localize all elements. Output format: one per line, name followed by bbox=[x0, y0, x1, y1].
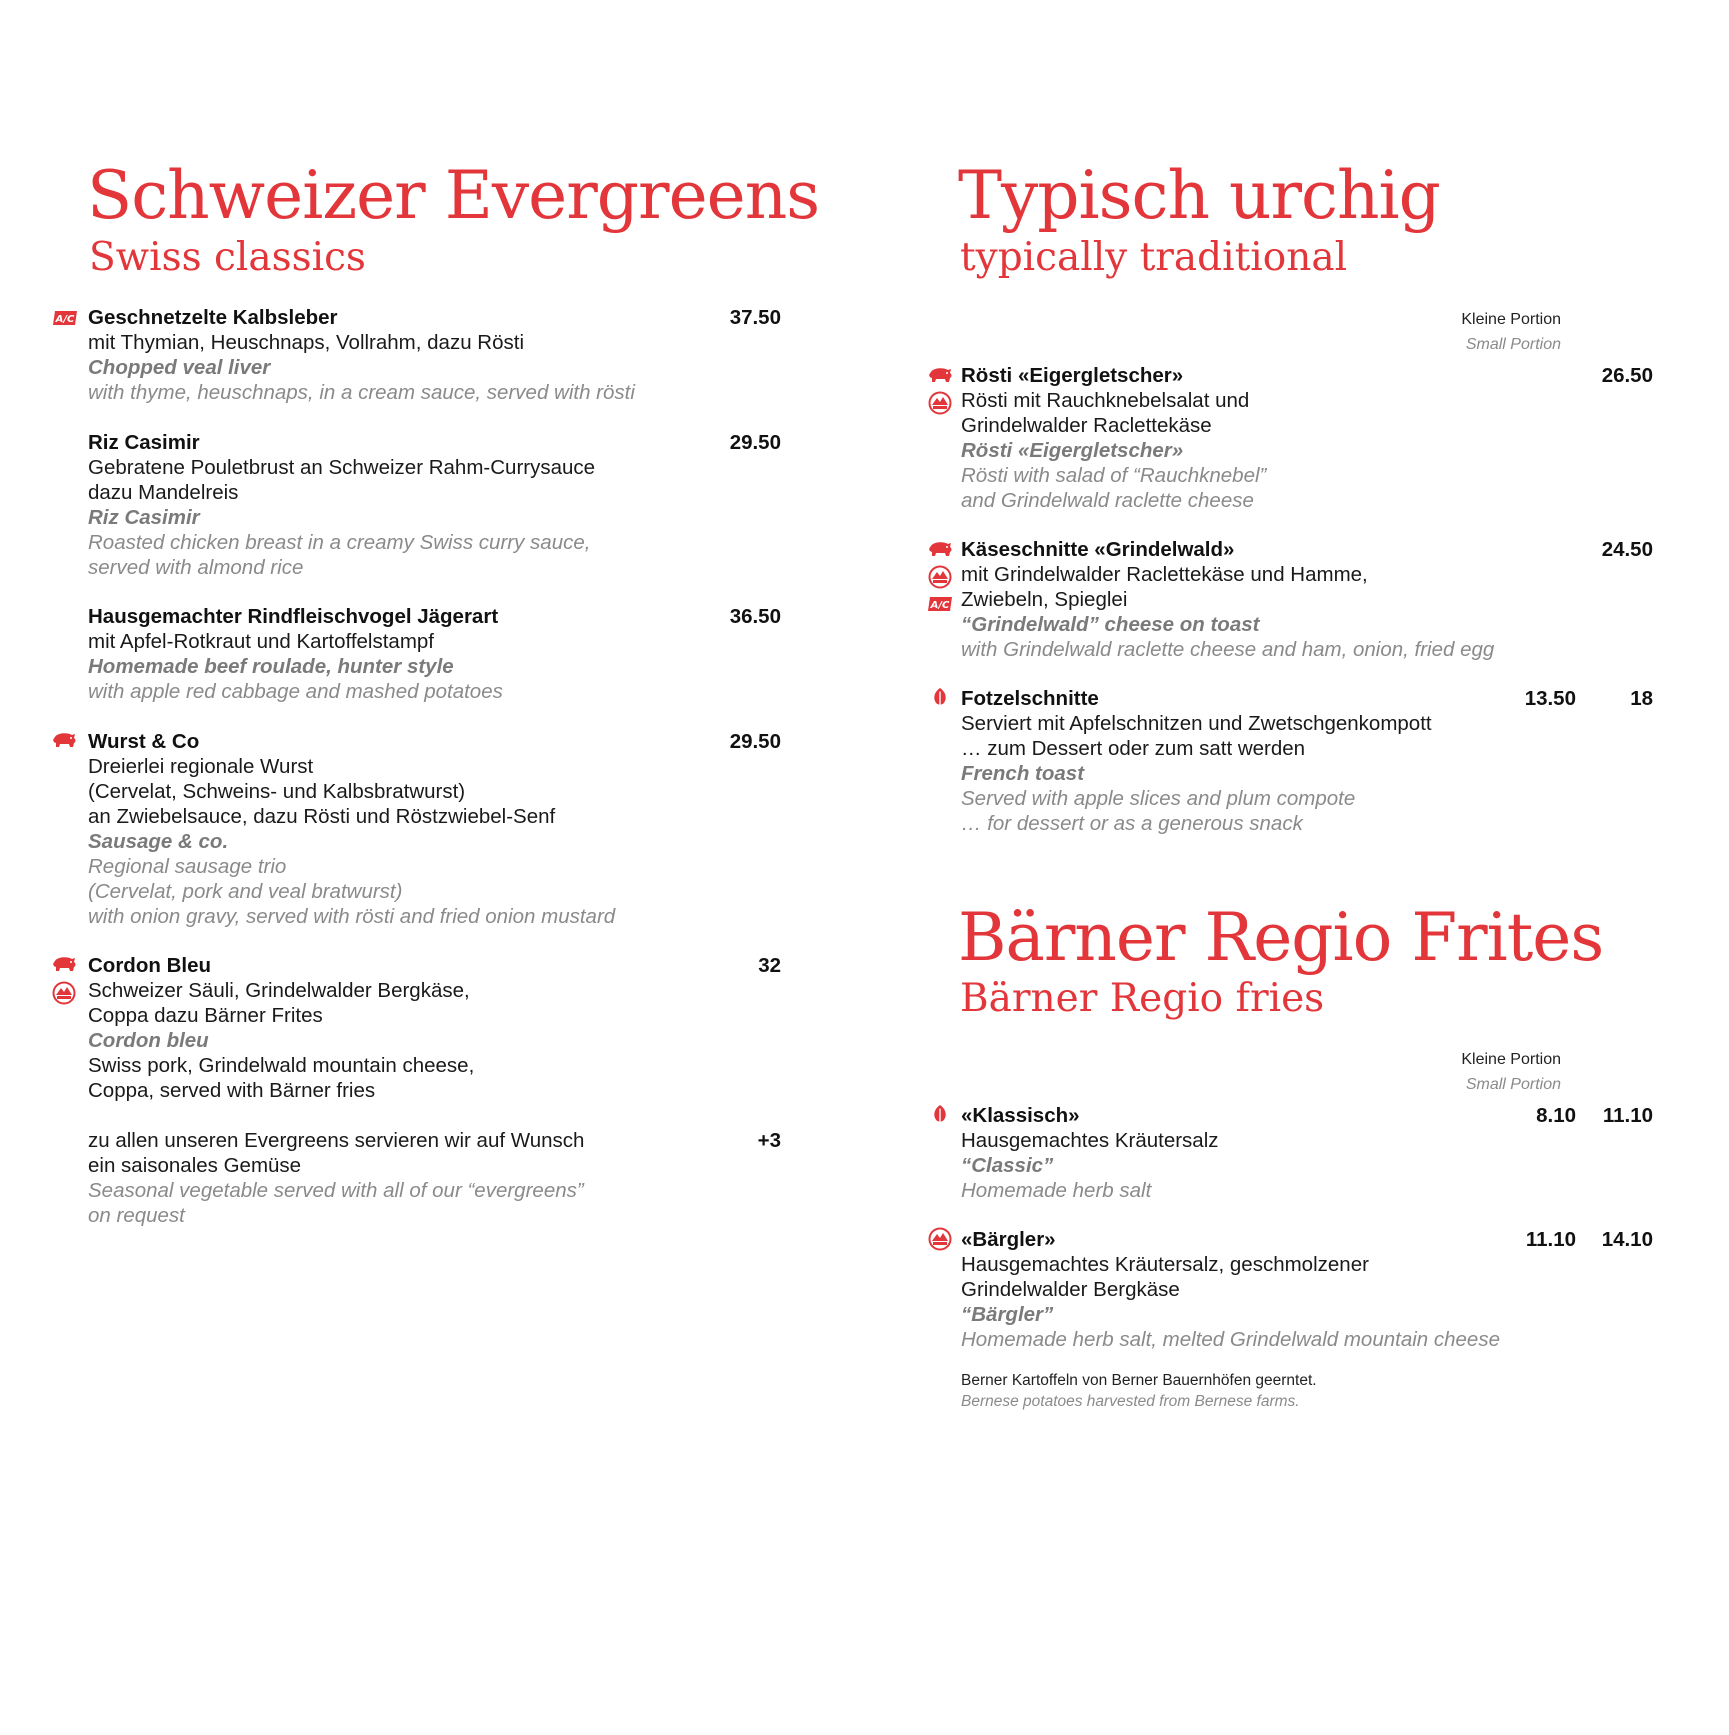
item-description-de: mit Thymian, Heuschnaps, Vollrahm, dazu Rösti bbox=[88, 331, 525, 354]
item-description-de: mit Apfel-Rotkraut und Kartoffelstampf bbox=[88, 630, 435, 653]
section-title-typisch: Typisch urchig bbox=[958, 157, 1440, 234]
item-description-de: Dreierlei regionale Wurst bbox=[88, 755, 314, 778]
menu-item bbox=[88, 953, 474, 1103]
item-description-en: with apple red cabbage and mashed potatoes bbox=[88, 680, 503, 703]
menu-item bbox=[961, 363, 1266, 513]
item-name: Geschnetzelte Kalbsleber bbox=[88, 306, 338, 329]
item-description-de: dazu Mandelreis bbox=[88, 481, 239, 504]
item-price: 26.50 bbox=[1601, 364, 1653, 387]
item-description-de: Rösti mit Rauchknebelsalat und bbox=[961, 389, 1250, 412]
item-price-small: 8.10 bbox=[1536, 1104, 1576, 1127]
item-description-en: Homemade herb salt bbox=[961, 1179, 1152, 1202]
item-description-de: Zwiebeln, Spieglei bbox=[961, 588, 1128, 611]
item-description-en: Rösti with salad of “Rauchknebel” bbox=[961, 464, 1267, 487]
extra-description-de: zu allen unseren Evergreens servieren wir auf Wunsch bbox=[88, 1129, 585, 1152]
regional-seal-icon bbox=[928, 391, 952, 415]
extra-price: +3 bbox=[757, 1129, 781, 1152]
item-price: 36.50 bbox=[729, 605, 781, 628]
item-name-en: “Classic” bbox=[961, 1154, 1054, 1177]
portion-label-de: Kleine Portion bbox=[1461, 311, 1561, 328]
item-price: 37.50 bbox=[729, 306, 781, 329]
section-title-frites: Bärner Regio Frites bbox=[958, 899, 1604, 976]
regional-seal-icon bbox=[928, 565, 952, 589]
item-name: Wurst & Co bbox=[88, 730, 200, 753]
pig-icon bbox=[51, 731, 77, 749]
item-description-de: (Cervelat, Schweins- und Kalbsbratwurst) bbox=[88, 780, 466, 803]
item-description-de: Grindelwalder Raclettekäse bbox=[961, 414, 1212, 437]
item-price: 11.10 bbox=[1602, 1104, 1653, 1127]
item-description-en: served with almond rice bbox=[88, 556, 304, 579]
item-description-en: Swiss pork, Grindelwald mountain cheese, bbox=[88, 1054, 475, 1077]
section-subtitle-evergreens: Swiss classics bbox=[89, 235, 366, 280]
item-description-en: Homemade herb salt, melted Grindelwald mountain cheese bbox=[961, 1328, 1500, 1351]
item-price: 14.10 bbox=[1601, 1228, 1653, 1251]
item-description-en: Regional sausage trio bbox=[88, 855, 287, 878]
item-description-en: with thyme, heuschnaps, in a cream sauce, served with rösti bbox=[88, 381, 635, 404]
item-name-en: “Bärgler” bbox=[961, 1303, 1054, 1326]
item-description-de: Grindelwalder Bergkäse bbox=[961, 1278, 1180, 1301]
portion-label-en: Small Portion bbox=[1465, 1076, 1561, 1093]
menu-item bbox=[961, 537, 1494, 662]
item-description-de: Gebratene Pouletbrust an Schweizer Rahm-Currysauce bbox=[88, 456, 596, 479]
item-description-en: Served with apple slices and plum compote bbox=[961, 787, 1356, 810]
extra-description-en: Seasonal vegetable served with all of our “evergreens” bbox=[88, 1179, 584, 1202]
regional-seal-icon bbox=[52, 981, 76, 1005]
item-price: 29.50 bbox=[729, 730, 781, 753]
item-name-en: Cordon bleu bbox=[88, 1029, 209, 1052]
item-name-en: Homemade beef roulade, hunter style bbox=[88, 655, 454, 678]
menu-item bbox=[961, 1227, 1500, 1352]
potato-note bbox=[961, 1370, 1317, 1412]
extra-description-de: ein saisonales Gemüse bbox=[88, 1154, 302, 1177]
item-name: Cordon Bleu bbox=[88, 954, 211, 977]
item-name: Käseschnitte «Grindelwald» bbox=[961, 538, 1235, 561]
item-name-en: Chopped veal liver bbox=[88, 356, 271, 379]
item-description-de: … zum Dessert oder zum satt werden bbox=[961, 737, 1306, 760]
item-name: Fotzelschnitte bbox=[961, 687, 1099, 710]
menu-item bbox=[88, 729, 615, 929]
item-name: Rösti «Eigergletscher» bbox=[961, 364, 1184, 387]
item-name: Hausgemachter Rindfleischvogel Jägerart bbox=[88, 605, 499, 628]
item-price: 24.50 bbox=[1601, 538, 1653, 561]
leaf-icon bbox=[931, 686, 949, 708]
item-description-de: mit Grindelwalder Raclettekäse und Hamme, bbox=[961, 563, 1368, 586]
item-price: 29.50 bbox=[729, 431, 781, 454]
item-name-en: “Grindelwald” cheese on toast bbox=[961, 613, 1260, 636]
item-description-de: Hausgemachtes Kräutersalz bbox=[961, 1129, 1219, 1152]
note-de: Berner Kartoffeln von Berner Bauernhöfen geerntet. bbox=[961, 1372, 1317, 1389]
item-description-de: an Zwiebelsauce, dazu Rösti und Röstzwiebel-Senf bbox=[88, 805, 556, 828]
item-description-de: Hausgemachtes Kräutersalz, geschmolzener bbox=[961, 1253, 1369, 1276]
item-price: 32 bbox=[758, 954, 781, 977]
item-name-en: French toast bbox=[961, 762, 1085, 785]
alc-icon bbox=[927, 596, 953, 612]
menu-item bbox=[88, 305, 635, 405]
pig-icon bbox=[927, 540, 953, 558]
section-title-evergreens: Schweizer Evergreens bbox=[87, 157, 820, 234]
item-name: «Klassisch» bbox=[961, 1104, 1080, 1127]
portion-header bbox=[1461, 1047, 1561, 1097]
item-name: «Bärgler» bbox=[961, 1228, 1056, 1251]
extra-description-en: on request bbox=[88, 1204, 185, 1227]
menu-item bbox=[961, 686, 1432, 836]
item-description-en: (Cervelat, pork and veal bratwurst) bbox=[88, 880, 403, 903]
note-en: Bernese potatoes harvested from Bernese farms. bbox=[961, 1393, 1300, 1410]
item-price: 18 bbox=[1630, 687, 1653, 710]
pig-icon bbox=[927, 366, 953, 384]
item-description-de: Schweizer Säuli, Grindelwalder Bergkäse, bbox=[88, 979, 470, 1002]
item-name-en: Sausage & co. bbox=[88, 830, 229, 853]
item-description-en: … for dessert or as a generous snack bbox=[961, 812, 1303, 835]
regional-seal-icon bbox=[928, 1227, 952, 1251]
leaf-icon bbox=[931, 1103, 949, 1125]
menu-item bbox=[961, 1103, 1219, 1203]
pig-icon bbox=[51, 955, 77, 973]
extra-note bbox=[88, 1128, 584, 1228]
section-subtitle-frites: Bärner Regio fries bbox=[960, 976, 1325, 1021]
item-name-en: Rösti «Eigergletscher» bbox=[961, 439, 1184, 462]
menu-item bbox=[88, 430, 595, 580]
portion-header bbox=[1461, 307, 1561, 357]
item-price-small: 13.50 bbox=[1524, 687, 1576, 710]
item-description-en: Coppa, served with Bärner fries bbox=[88, 1079, 376, 1102]
alc-icon bbox=[52, 310, 78, 326]
item-description-de: Serviert mit Apfelschnitzen und Zwetschgenkompott bbox=[961, 712, 1432, 735]
item-price-small: 11.10 bbox=[1525, 1228, 1576, 1251]
menu-item bbox=[88, 604, 503, 704]
item-description-en: Roasted chicken breast in a creamy Swiss curry sauce, bbox=[88, 531, 591, 554]
item-description-en: with onion gravy, served with rösti and fried onion mustard bbox=[88, 905, 616, 928]
item-description-en: and Grindelwald raclette cheese bbox=[961, 489, 1254, 512]
section-subtitle-typisch: typically traditional bbox=[960, 235, 1348, 280]
portion-label-en: Small Portion bbox=[1465, 336, 1561, 353]
item-name: Riz Casimir bbox=[88, 431, 200, 454]
item-name-en: Riz Casimir bbox=[88, 506, 200, 529]
item-description-en: with Grindelwald raclette cheese and ham, onion, fried egg bbox=[961, 638, 1495, 661]
portion-label-de: Kleine Portion bbox=[1461, 1051, 1561, 1068]
item-description-de: Coppa dazu Bärner Frites bbox=[88, 1004, 323, 1027]
